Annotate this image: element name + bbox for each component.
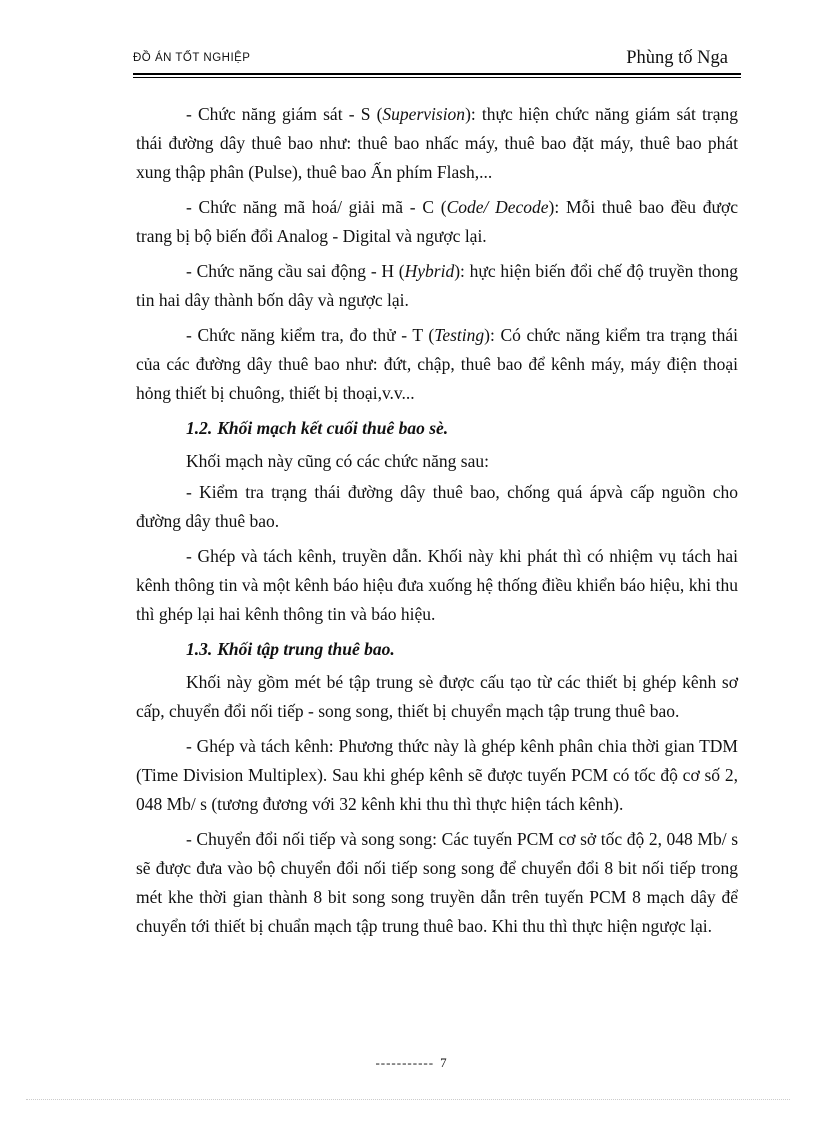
- header-title: ĐỒ ÁN TỐT NGHIỆP: [133, 52, 251, 64]
- page-footer: [0, 1055, 816, 1071]
- footer-dashes: -----------: [375, 1055, 435, 1070]
- header-rule-thin: [133, 77, 741, 78]
- section-1-3-intro: Khối này gồm mét bé tập trung sè được cấu tạo từ các thiết bị ghép kênh sơ cấp, chuyển đổi nối tiếp - song song, thiết bị chuyển mạch tập trung thuê bao.: [136, 672, 738, 721]
- paragraph-hybrid: - Chức năng cầu sai động - H (Hybrid): hực hiện biến đổi chế độ truyền thong tin hai dây thành bốn dây và ngược lại.: [136, 261, 738, 310]
- section-1-2-item: - Kiểm tra trạng thái đường dây thuê bao, chống quá ápvà cấp nguồn cho đường dây thuê bao.: [136, 482, 738, 531]
- page-bottom-border: [26, 1099, 790, 1100]
- page-number: 7: [440, 1055, 447, 1070]
- section-heading-1-2: 1.2. Khối mạch kết cuối thuê bao sè.: [186, 418, 449, 438]
- page-header: [133, 48, 738, 74]
- section-1-2-item: - Ghép và tách kênh, truyền dẫn. Khối này khi phát thì có nhiệm vụ tách hai kênh thông tin và một kênh báo hiệu đưa xuống hệ thống điều khiển báo hiệu, khi thu thì ghép lại hai kênh thông tin và báo hiệu.: [136, 546, 738, 624]
- section-1-2-intro: Khối mạch này cũng có các chức năng sau:: [186, 451, 489, 471]
- section-heading-1-3: 1.3. Khối tập trung thuê bao.: [186, 639, 395, 659]
- paragraph-testing: - Chức năng kiểm tra, đo thử - T (Testing): Có chức năng kiểm tra trạng thái của các đường dây thuê bao như: đứt, chập, thuê bao để kênh máy, máy điện thoại hỏng thiết bị chuông, thiết bị thoại,v.v...: [136, 325, 738, 403]
- section-1-3-item: - Chuyển đổi nối tiếp và song song: Các tuyến PCM cơ sở tốc độ 2, 048 Mb/ s sẽ được đưa vào bộ chuyển đổi nối tiếp song song để chuyển đổi 8 bit nối tiếp trong mét khe thời gian thành 8 bit song song truyền dẫn trên tuyến PCM 8 mạch dây để chuyển tới thiết bị chuẩn mạch tập trung thuê bao. Khi thu thì thực hiện ngược lại.: [136, 829, 738, 936]
- header-author: Phùng tố Nga: [626, 48, 728, 68]
- paragraph-codec: - Chức năng mã hoá/ giải mã - C (Code/ Decode): Mỗi thuê bao đều được trang bị bộ biến đổi Analog - Digital và ngược lại.: [136, 197, 738, 246]
- section-1-3-item: - Ghép và tách kênh: Phương thức này là ghép kênh phân chia thời gian TDM (Time Division Multiplex). Sau khi ghép kênh sẽ được tuyến PCM có tốc độ cơ số 2, 048 Mb/ s (tương đương với 32 kênh khi thu thì thực hiện tách kênh).: [136, 736, 738, 814]
- page-body: [136, 100, 738, 947]
- header-rule: [133, 73, 741, 75]
- paragraph-supervision: - Chức năng giám sát - S (Supervision): thực hiện chức năng giám sát trạng thái đường dây thuê bao như: thuê bao nhấc máy, thuê bao đặt máy, thuê bao phát xung thập phân (Pulse), thuê bao Ấn phím Flash,...: [136, 104, 738, 182]
